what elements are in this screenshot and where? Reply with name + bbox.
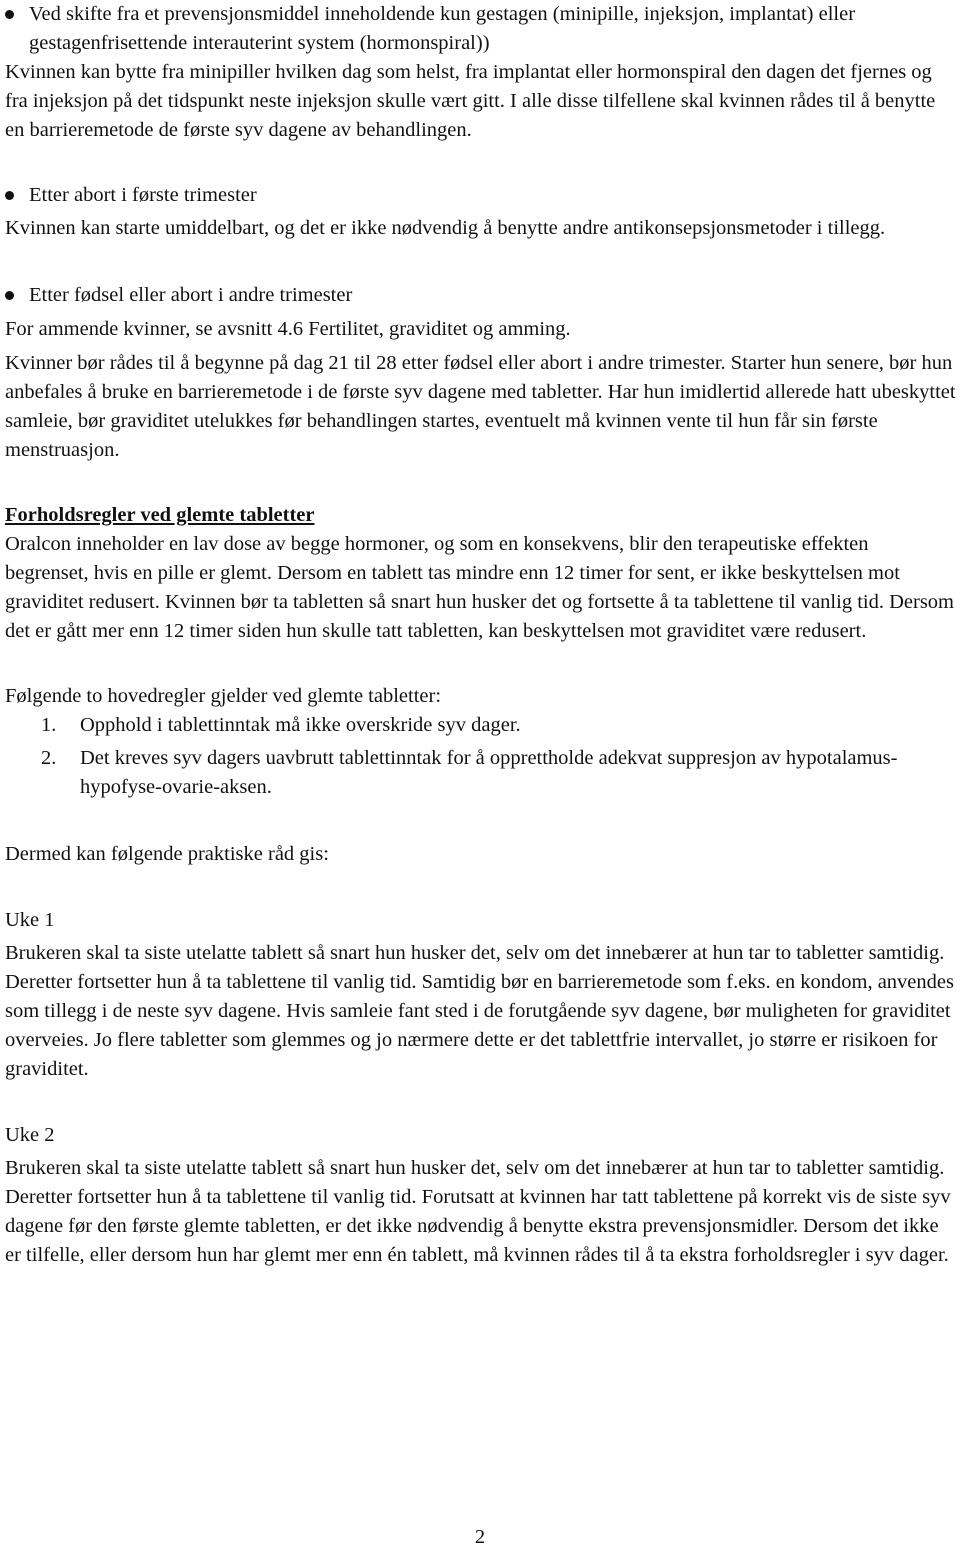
paragraph-forgotten-tablets: Oralcon inneholder en lav dose av begge hormoner, og som en konsekvens, blir den terapeutiske effekten begrenset, hvis en pille er glemt. Dersom en tablett tas mindre enn 12 timer for sent, er ikke beskyttelsen mot graviditet redusert. Kvinnen bør ta tabletten så snart hun husker det og fortsette å ta tablettene til vanlig tid. Dersom det er gått mer enn 12 timer siden hun skulle tatt tabletten, kan beskyttelsen mot graviditet være redusert. [5,533,954,642]
bullet-gestagen-switch [5,0,957,58]
bullet-abort-first-trimester [5,181,957,210]
bullet-birth-second-trimester [5,281,957,310]
paragraph-advice-intro: Dermed kan følgende praktiske råd gis: [5,843,329,865]
subheading-week-2: Uke 2 [5,1124,55,1146]
section-heading-forgotten-tablets: Forholdsregler ved glemte tabletter [5,504,315,526]
rule-number: 1. [41,714,57,736]
rules-list [5,711,957,802]
paragraph-abort-first-trimester: Kvinnen kan starte umiddelbart, og det er ikke nødvendig å benytte andre antikonsepsjonsmetoder i tillegg. [5,217,886,239]
paragraph-rules-intro: Følgende to hovedregler gjelder ved glemte tabletter: [5,685,442,707]
subheading-week-1: Uke 1 [5,909,55,931]
rule-number: 2. [41,747,57,769]
rule-text: Opphold i tablettinntak må ikke overskride syv dager. [80,714,521,736]
bullet-icon [5,291,14,300]
paragraph-start-after-birth: Kvinner bør rådes til å begynne på dag 21 til 28 etter fødsel eller abort i andre trimester. Starter hun senere, bør hun anbefales å bruke en barrieremetode i de første syv dagene med tabletter. Har hun imidlertid allerede hatt ubeskyttet samleie, bør graviditet utelukkes før behandlingen startes, eventuelt må kvinnen vente til hun får sin første menstruasjon. [5,352,956,461]
rule-item [5,744,957,802]
bullet-text: Etter fødsel eller abort i andre trimester [29,284,353,306]
bullet-text: Ved skifte fra et prevensjonsmiddel inneholdende kun gestagen (minipille, injeksjon, implantat) eller gestagenfrisettende interauterint system (hormonspiral)) [29,3,856,54]
paragraph-week-2: Brukeren skal ta siste utelatte tablett så snart hun husker det, selv om det innebærer at hun tar to tabletter samtidig. Deretter fortsetter hun å ta tablettene til vanlig tid. Forutsatt at kvinnen har tatt tablettene på korrekt vis de siste syv dagene før den første glemte tabletten, er det ikke nødvendig å benytte ekstra prevensjonsmidler. Dersom det ikke er tilfelle, eller dersom hun har glemt mer enn én tablett, må kvinnen rådes til å ta ekstra forholdsregler i syv dager. [5,1157,951,1266]
bullet-icon [5,191,14,200]
rule-item [5,711,957,740]
page-number: 2 [474,1526,486,1548]
bullet-text: Etter abort i første trimester [29,184,257,206]
rule-text: Det kreves syv dagers uavbrutt tablettinntak for å opprettholde adekvat suppresjon av hypotalamus-hypofyse-ovarie-aksen. [80,747,898,798]
paragraph-breastfeeding-ref: For ammende kvinner, se avsnitt 4.6 Fertilitet, graviditet og amming. [5,318,571,340]
paragraph-week-1: Brukeren skal ta siste utelatte tablett så snart hun husker det, selv om det innebærer at hun tar to tabletter samtidig. Deretter fortsetter hun å ta tablettene til vanlig tid. Samtidig bør en barrieremetode som f.eks. en kondom, anvendes som tillegg i de neste syv dagene. Hvis samleie fant sted i de forutgående syv dagene, bør muligheten for graviditet overveies. Jo flere tabletter som glemmes og jo nærmere dette er det tablettfrie intervallet, jo større er risikoen for graviditet. [5,942,954,1080]
bullet-icon [5,10,14,19]
document-page [5,0,957,1270]
paragraph-gestagen-switch: Kvinnen kan bytte fra minipiller hvilken dag som helst, fra implantat eller hormonspiral den dagen det fjernes og fra injeksjon på det tidspunkt neste injeksjon skulle vært gitt. I alle disse tilfellene skal kvinnen rådes til å benytte en barrieremetode de første syv dagene av behandlingen. [5,61,936,141]
